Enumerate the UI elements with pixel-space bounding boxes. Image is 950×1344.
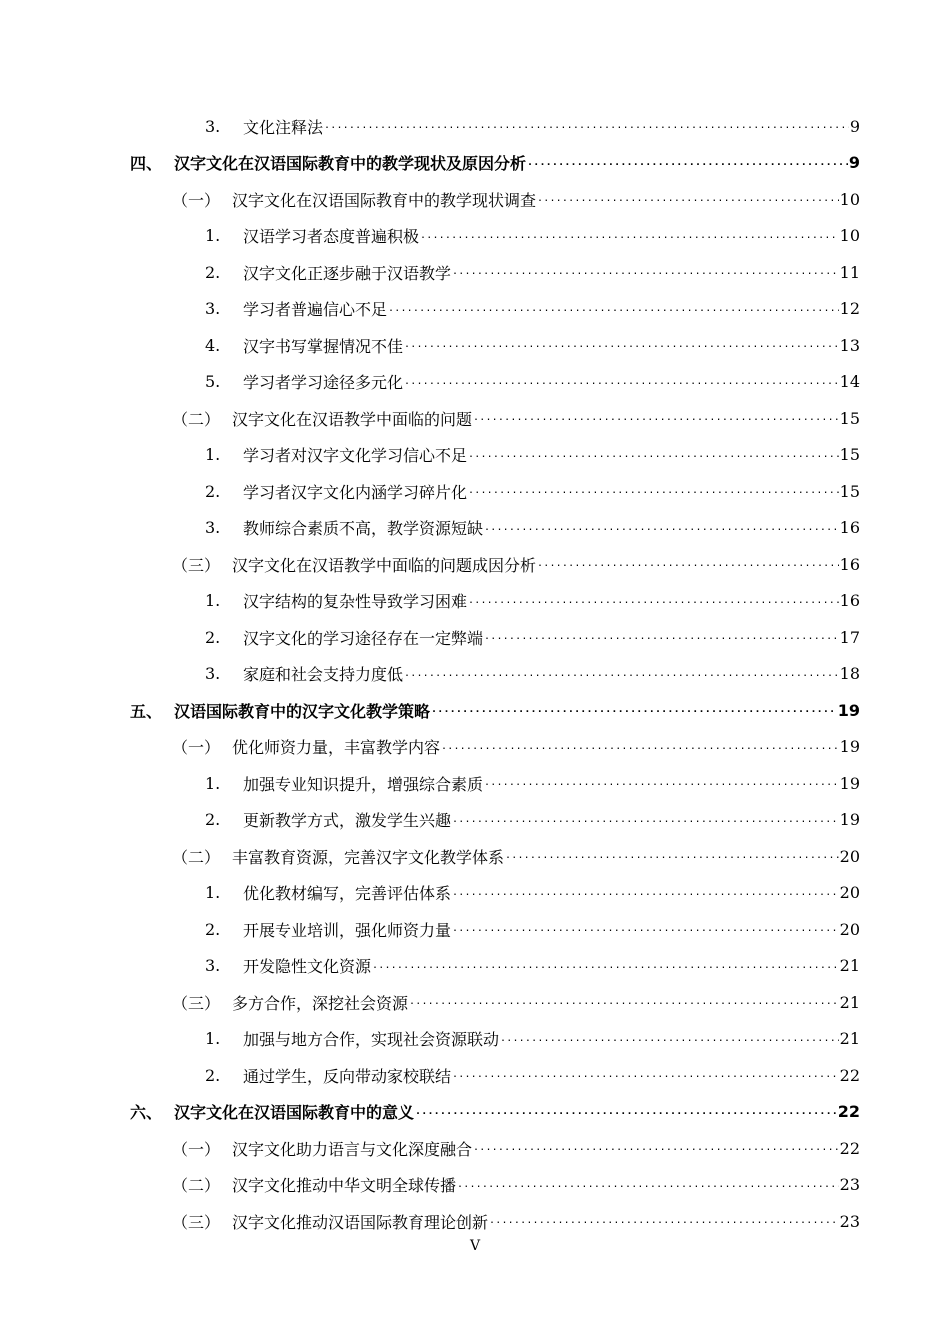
toc-entry-number: 1. (205, 591, 221, 610)
toc-dot-leader (468, 481, 839, 501)
toc-entry-title: 开发隐性文化资源 (243, 957, 372, 976)
toc-entry-page: 22 (839, 1065, 860, 1085)
toc-entry-number: 1. (205, 445, 221, 464)
toc-entry-number: 5. (205, 372, 221, 391)
toc-dot-leader (489, 1211, 839, 1231)
toc-entry-page: 15 (839, 445, 860, 464)
toc-entry-page: 15 (839, 481, 860, 501)
toc-entry-number: 2. (205, 919, 221, 939)
toc-entry[interactable] (205, 291, 860, 327)
toc-entry[interactable] (205, 583, 860, 619)
toc-entry-number: 3. (205, 956, 221, 975)
toc-entry[interactable] (205, 948, 860, 984)
toc-entry-title: 更新教学方式，激发学生兴趣 (243, 811, 452, 830)
toc-entry-title: 汉字结构的复杂性导致学习困难 (243, 592, 468, 611)
toc-dot-leader (388, 299, 839, 319)
toc-entry-title: 汉字文化在汉语教学中面临的问题成因分析 (232, 555, 537, 575)
toc-entry-page: 20 (839, 883, 860, 902)
toc-entry-page: 10 (839, 226, 860, 245)
toc-dot-leader (420, 226, 839, 246)
toc-entry[interactable] (205, 364, 860, 400)
toc-entry-title: 汉字文化助力语言与文化深度融合 (232, 1139, 473, 1159)
toc-entry-number: 4. (205, 335, 221, 355)
toc-dot-leader (473, 1138, 839, 1158)
toc-entry-number: （三） (172, 993, 221, 1013)
toc-entry-number: 3. (205, 664, 221, 683)
toc-entry-page: 12 (839, 299, 860, 318)
toc-entry-title: 通过学生，反向带动家校联结 (243, 1066, 452, 1086)
toc-entry-number: （一） (172, 1139, 221, 1159)
toc-dot-leader (404, 335, 839, 355)
toc-entry-page: 20 (839, 846, 860, 866)
toc-dot-leader (468, 445, 839, 465)
toc-entry-number: 3. (205, 299, 221, 318)
toc-entry-page: 18 (839, 664, 860, 683)
toc-entry-number: 四、 (130, 154, 163, 173)
toc-entry-title: 学习者普遍信心不足 (243, 300, 388, 319)
toc-entry-title: 加强专业知识提升，增强综合素质 (243, 774, 484, 794)
toc-entry-title: 汉字文化在汉语国际教育中的教学现状调查 (232, 190, 537, 210)
toc-entry[interactable] (172, 1167, 860, 1203)
toc-dot-leader (484, 627, 839, 647)
toc-entry-page: 21 (839, 1029, 860, 1048)
toc-dot-leader (468, 591, 839, 611)
toc-entry[interactable] (205, 108, 860, 144)
toc-entry-page: 16 (839, 518, 860, 537)
toc-entry-title: 汉字文化推动中华文明全球传播 (232, 1176, 457, 1195)
toc-entry[interactable] (130, 145, 860, 181)
toc-entry-page: 13 (839, 335, 860, 355)
toc-entry-page: 16 (839, 554, 860, 574)
toc-dot-leader (372, 956, 839, 976)
toc-entry[interactable] (205, 510, 860, 546)
toc-entry-number: （二） (172, 847, 221, 867)
toc-entry-number: 2. (205, 481, 221, 501)
toc-dot-leader (415, 1102, 837, 1122)
toc-entry-title: 汉字文化在汉语教学中面临的问题 (232, 409, 473, 429)
toc-entry-title: 文化注释法 (243, 117, 324, 137)
toc-entry[interactable] (205, 1057, 860, 1093)
toc-dot-leader (484, 518, 839, 538)
toc-entry-page: 20 (839, 919, 860, 939)
toc-entry-title: 学习者汉字文化内涵学习碎片化 (243, 482, 468, 502)
toc-entry[interactable] (205, 875, 860, 911)
toc-entry[interactable] (172, 1130, 860, 1166)
toc-entry-number: 1. (205, 883, 221, 902)
toc-dot-leader (500, 1029, 839, 1049)
toc-dot-leader (324, 116, 849, 136)
toc-entry-number: 3. (205, 518, 221, 537)
toc-entry-number: 1. (205, 773, 221, 793)
toc-entry-number: （三） (172, 1212, 221, 1232)
toc-entry-number: 1. (205, 1029, 221, 1048)
toc-entry-page: 19 (839, 810, 860, 829)
toc-entry-page: 16 (839, 591, 860, 610)
toc-entry-number: （二） (172, 409, 221, 429)
toc-entry[interactable] (172, 181, 860, 217)
toc-entry[interactable] (172, 546, 860, 582)
toc-entry-page: 22 (839, 1138, 860, 1158)
toc-entry[interactable] (205, 254, 860, 290)
toc-dot-leader (404, 372, 839, 392)
toc-entry[interactable] (205, 437, 860, 473)
toc-entry-number: 2. (205, 627, 221, 647)
toc-entry[interactable] (205, 765, 860, 801)
toc-entry-number: 五、 (130, 701, 163, 721)
toc-entry-title: 汉字文化推动汉语国际教育理论创新 (232, 1212, 489, 1232)
toc-entry-title: 优化教材编写，完善评估体系 (243, 884, 452, 903)
toc-entry-page: 19 (839, 773, 860, 793)
toc-entry-title: 汉字书写掌握情况不佳 (243, 336, 404, 356)
toc-dot-leader (484, 773, 839, 793)
toc-entry-title: 开展专业培训，强化师资力量 (243, 920, 452, 940)
toc-dot-leader (473, 408, 839, 428)
toc-entry-title: 优化师资力量，丰富教学内容 (232, 738, 441, 757)
toc-entry[interactable] (205, 911, 860, 947)
toc-dot-leader (457, 1175, 839, 1195)
toc-entry[interactable] (172, 729, 860, 765)
toc-entry-title: 学习者对汉字文化学习信心不足 (243, 446, 468, 465)
toc-entry-title: 汉字文化的学习途径存在一定弊端 (243, 628, 484, 648)
toc-dot-leader (409, 992, 839, 1012)
toc-entry-number: 1. (205, 226, 221, 245)
toc-entry[interactable] (172, 984, 860, 1020)
toc-entry[interactable] (172, 400, 860, 436)
toc-entry-title: 教师综合素质不高，教学资源短缺 (243, 519, 484, 538)
toc-entry-number: 六、 (130, 1103, 163, 1122)
toc-entry-page: 14 (839, 372, 860, 391)
toc-dot-leader (441, 737, 839, 757)
toc-entry[interactable] (172, 838, 860, 874)
toc-entry-page: 17 (839, 627, 860, 647)
toc-entry-title: 多方合作，深挖社会资源 (232, 993, 409, 1013)
toc-entry-page: 11 (839, 262, 860, 282)
toc-dot-leader (431, 700, 837, 720)
toc-entry[interactable] (130, 692, 860, 728)
toc-entry-page: 23 (839, 1211, 860, 1231)
toc-entry-title: 汉语国际教育中的汉字文化教学策略 (174, 701, 431, 721)
toc-entry-title: 丰富教育资源，完善汉字文化教学体系 (232, 847, 505, 867)
toc-entry-title: 汉字文化在汉语国际教育中的教学现状及原因分析 (174, 154, 527, 173)
toc-entry[interactable] (205, 619, 860, 655)
toc-entry-number: 2. (205, 262, 221, 282)
toc-entry-page: 23 (839, 1175, 860, 1194)
toc-entry-page: 19 (839, 737, 860, 756)
toc-entry-number: 2. (205, 1065, 221, 1085)
toc-entry[interactable] (205, 218, 860, 254)
toc-entry-number: 3. (205, 116, 221, 136)
toc-entry-title: 学习者学习途径多元化 (243, 373, 404, 392)
toc-entry-page: 21 (839, 956, 860, 975)
toc-dot-leader (452, 1065, 839, 1085)
toc-entry[interactable] (205, 1021, 860, 1057)
toc-entry-title: 汉字文化在汉语国际教育中的意义 (174, 1103, 415, 1122)
toc-dot-leader (527, 153, 848, 173)
toc-entry-page: 10 (839, 189, 860, 209)
toc-entry-title: 汉语学习者态度普遍积极 (243, 227, 420, 246)
toc-dot-leader (452, 810, 839, 830)
toc-entry[interactable] (130, 1094, 860, 1130)
toc-dot-leader (452, 262, 839, 282)
toc-entry-page: 9 (848, 153, 860, 172)
toc-entry-page: 19 (837, 700, 860, 720)
toc-entry-title: 家庭和社会支持力度低 (243, 665, 404, 684)
toc-dot-leader (404, 664, 839, 684)
toc-entry-page: 9 (849, 116, 860, 136)
toc-entry-title: 汉字文化正逐步融于汉语教学 (243, 263, 452, 283)
toc-entry-number: （三） (172, 555, 221, 575)
toc-entry[interactable] (205, 327, 860, 363)
toc-entry-number: （一） (172, 738, 221, 757)
toc-entry[interactable] (172, 1203, 860, 1239)
toc-entry[interactable] (205, 802, 860, 838)
toc-dot-leader (452, 919, 839, 939)
toc-entry-page: 15 (839, 408, 860, 428)
toc-dot-leader (537, 189, 839, 209)
toc-entry-number: 2. (205, 810, 221, 829)
toc-entry-title: 加强与地方合作，实现社会资源联动 (243, 1030, 500, 1049)
toc-entry-number: （二） (172, 1176, 221, 1195)
toc-entry[interactable] (205, 473, 860, 509)
page-footer-number: V (469, 1238, 481, 1254)
toc-entry[interactable] (205, 656, 860, 692)
toc-entry-page: 21 (839, 992, 860, 1012)
toc-dot-leader (537, 554, 839, 574)
toc-dot-leader (452, 883, 839, 903)
toc-entry-page: 22 (837, 1102, 860, 1121)
toc-dot-leader (505, 846, 839, 866)
toc-entry-number: （一） (172, 190, 221, 210)
